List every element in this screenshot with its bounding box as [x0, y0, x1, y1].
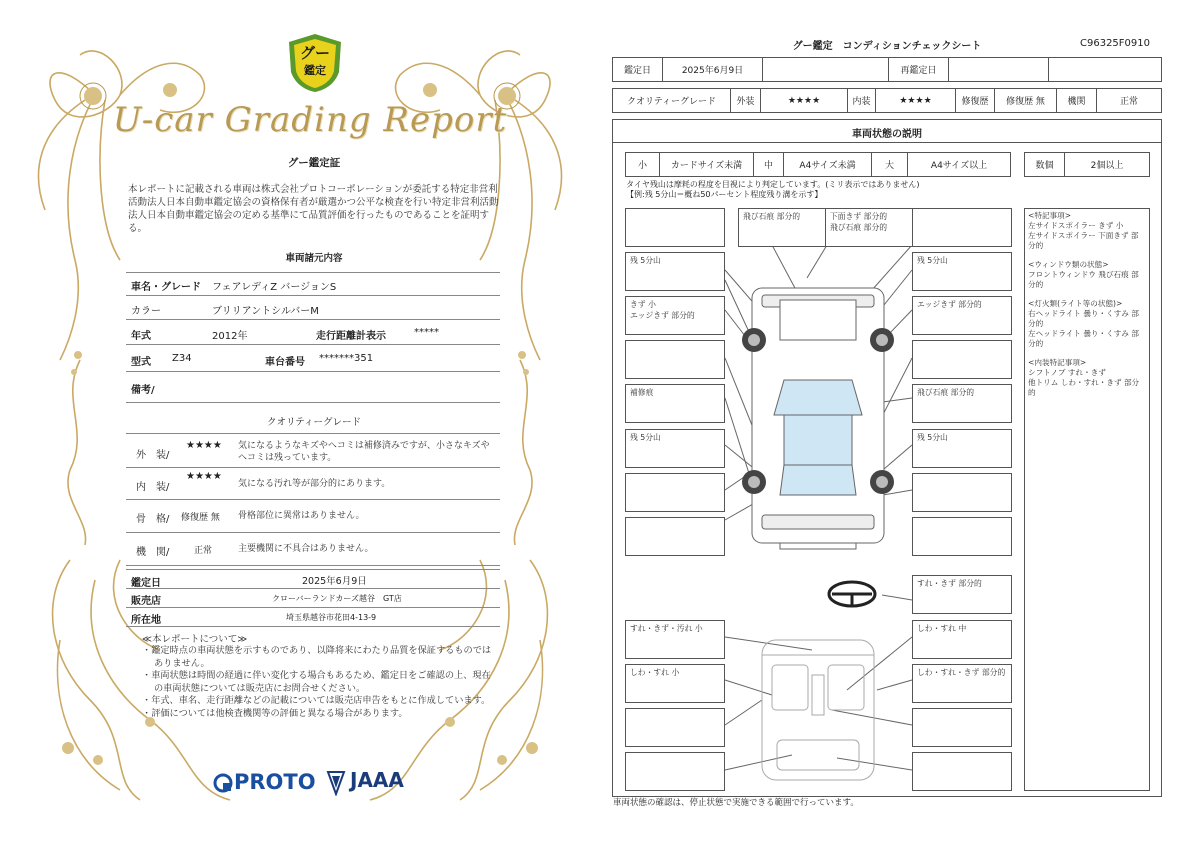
light-title: <灯火類(ライト等の状態)> — [1028, 299, 1123, 308]
certificate-intro: 本レポートに記載される車両は株式会社プロトコーポレーションが委託する特定非営利活動法人日本自動車鑑定協会の資格保有者が厳選かつ公平な検査を行い特定非営利活動法人日本自動車鑑定協会の定める基準にて品質評価を行ったものであることを証明する。 — [128, 184, 499, 234]
exterior-stars: ★★★★ — [186, 440, 222, 451]
interior-text: 気になる汚れ等が部分的にあります。 — [238, 479, 391, 489]
damage-box-interior-right-3 — [912, 708, 1012, 747]
certificate-heading: グー鑑定証 — [287, 157, 341, 169]
year-label: 年式 — [131, 331, 151, 342]
color-value: ブリリアントシルバーM — [212, 306, 319, 317]
damage-box-left-2: きず 小 エッジきず 部分的 — [625, 296, 725, 335]
light-item: 左ヘッドライト 曇り・くすみ 部分的 — [1028, 329, 1139, 348]
redate-value — [949, 58, 1049, 81]
damage-box-left-1: 残 5分山 — [625, 252, 725, 291]
size-legend-table — [625, 152, 1011, 177]
engine-value: 正常 — [194, 546, 213, 556]
exterior-label: 外装 — [731, 89, 761, 112]
damage-box-right-5: 残 5分山 — [912, 429, 1012, 468]
size-large-desc: A4サイズ以上 — [930, 161, 988, 171]
spec-row-color — [126, 296, 500, 320]
damage-box-right-7 — [912, 517, 1012, 556]
exterior-label: 外 装/ — [136, 450, 170, 461]
chassis-value: *******351 — [319, 353, 374, 364]
engine-text: 主要機関に不具合はありません。 — [238, 544, 374, 554]
name-label: 車名・グレード — [131, 282, 201, 293]
sheet-code: C96325F0910 — [1080, 38, 1150, 49]
grade-table — [612, 88, 1162, 113]
proto-logo-icon — [213, 773, 233, 793]
spec-row-year — [126, 320, 500, 345]
goo-emblem-logo — [285, 32, 345, 94]
interior-label: 内 装/ — [136, 482, 170, 493]
damage-box-right-1: 残 5分山 — [912, 252, 1012, 291]
damage-box-interior-right-4 — [912, 752, 1012, 791]
mileage-value: ***** — [414, 327, 439, 338]
remarks-label: 備考/ — [131, 385, 155, 396]
count-label: 数個 — [1025, 153, 1065, 176]
notice-item: ・ 鑑定時点の車両状態を示すものであり、以降将来にわたり品質を保証するものではありません。 — [142, 645, 498, 670]
damage-box-left-4: 補修痕 — [625, 384, 725, 423]
redate-label: 再鑑定日 — [889, 58, 949, 81]
damage-box-left-6 — [625, 473, 725, 512]
size-large: 大 — [872, 153, 908, 176]
engine-label: 機 関/ — [136, 547, 170, 558]
damage-box-top-2: 下面きず 部分的 飛び石痕 部分的 — [825, 208, 925, 247]
name-value: フェアレディZ バージョンS — [212, 282, 337, 293]
mileage-label: 走行距離計表示 — [316, 331, 386, 342]
frame-text: 骨格部位に異常はありません。 — [238, 511, 365, 521]
model-label: 型式 — [131, 357, 151, 368]
damage-box-top-left-blank — [625, 208, 725, 247]
damage-box-steering: すれ・きず 部分的 — [912, 575, 1012, 614]
damage-box-interior-left-1: すれ・きず・汚れ 小 — [625, 620, 725, 659]
special-item: 左サイドスポイラー 下面きず 部分的 — [1028, 231, 1139, 250]
dealer-row-shop — [126, 589, 500, 608]
tire-note — [626, 180, 919, 200]
interior-item: 他トリム しわ・すれ・きず 部分的 — [1028, 378, 1140, 397]
damage-box-left-5: 残 5分山 — [625, 429, 725, 468]
spec-row-remarks — [126, 372, 500, 403]
steering-wheel-icon — [829, 582, 875, 606]
tire-note-line2: 【例:残 5分山＝概ね50パーセント程度残り溝を示す】 — [626, 190, 823, 199]
count-legend-table — [1024, 152, 1150, 177]
redate-blank — [1049, 58, 1161, 81]
notice-list — [142, 645, 498, 720]
damage-box-interior-left-4 — [625, 752, 725, 791]
size-medium-desc: A4サイズ未満 — [784, 153, 872, 176]
interior-value: ★★★★ — [876, 89, 956, 112]
date-table — [612, 57, 1162, 82]
date-value: 2025年6月9日 — [663, 58, 763, 81]
proto-logo: PROTO — [234, 770, 316, 794]
date-label: 鑑定日 — [131, 578, 161, 589]
dealer-row-address — [126, 608, 500, 627]
size-small: 小 — [626, 153, 660, 176]
damage-box-interior-left-3 — [625, 708, 725, 747]
model-value: Z34 — [172, 353, 192, 364]
quality-label: クオリティーグレード — [613, 89, 731, 112]
tire-note-line1: タイヤ残山は摩耗の程度を目視により判定しています。(ミリ表示ではありません) — [626, 180, 920, 189]
quality-heading: クオリティーグレード — [266, 417, 362, 428]
damage-box-right-6 — [912, 473, 1012, 512]
frame-label: 骨 格/ — [136, 514, 170, 525]
exterior-value: ★★★★ — [761, 89, 848, 112]
exterior-text: 気になるようなキズやヘコミは補修済みですが、小さなキズやヘコミは残っています。 — [238, 441, 490, 463]
interior-stars: ★★★★ — [186, 471, 222, 482]
sheet-title: グー鑑定 コンディションチェックシート — [792, 41, 982, 52]
notice-title: ≪本レポートについて≫ — [142, 634, 248, 645]
footer-note: 車両状態の確認は、停止状態で実施できる範囲で行っています。 — [613, 798, 859, 808]
damage-box-right-4: 飛び石痕 部分的 — [912, 384, 1012, 423]
damage-box-right-3 — [912, 340, 1012, 379]
address-label: 所在地 — [131, 615, 161, 626]
date-label: 鑑定日 — [613, 58, 663, 81]
chassis-label: 車台番号 — [265, 357, 305, 368]
damage-box-left-3 — [625, 340, 725, 379]
damage-box-interior-right-1: しわ・すれ 中 — [912, 620, 1012, 659]
emblem-line1: グー — [299, 44, 330, 62]
special-title: <特記事項> — [1028, 211, 1072, 220]
interior-item: シフトノブ すれ・きず — [1028, 368, 1106, 377]
size-medium: 中 — [754, 153, 784, 176]
notice-item: ・ 評価については他検査機関等の評価と異なる場合があります。 — [142, 708, 498, 721]
window-item: フロントウィンドウ 飛び石痕 部分的 — [1028, 270, 1139, 289]
special-item: 左サイドスポイラー きず 小 — [1028, 221, 1124, 230]
engine-value: 正常 — [1119, 97, 1138, 107]
notes-panel — [1024, 208, 1150, 791]
damage-box-top-right-blank — [912, 208, 1012, 247]
jaaa-logo: JAAA — [350, 768, 404, 792]
desc-title: 車両状態の説明 — [852, 129, 922, 140]
window-title: <ウィンドウ類の状態> — [1028, 260, 1109, 269]
jaaa-logo-icon — [326, 768, 346, 796]
frame-value: 修復歴 無 — [181, 513, 220, 523]
damage-box-interior-left-2: しわ・すれ 小 — [625, 664, 725, 703]
size-small-desc: カードサイズ未満 — [660, 153, 754, 176]
spec-row-model — [126, 345, 500, 372]
interior-label: 内装 — [848, 89, 876, 112]
emblem-line2: 鑑定 — [304, 64, 326, 77]
address-value: 埼玉県越谷市花田4-13-9 — [286, 613, 377, 622]
count-desc: 2個以上 — [1090, 161, 1124, 171]
date-blank — [763, 58, 889, 81]
light-item: 右ヘッドライト 曇り・くすみ 部分的 — [1028, 309, 1139, 328]
dealer-value: クローバーランドカーズ越谷 GT店 — [272, 594, 402, 603]
year-value: 2012年 — [212, 331, 248, 342]
damage-box-interior-right-2: しわ・すれ・きず 部分的 — [912, 664, 1012, 703]
damage-box-left-7 — [625, 517, 725, 556]
report-title: U-car Grading Report — [112, 100, 508, 140]
repair-value: 修復歴 無 — [995, 89, 1057, 112]
dealer-label: 販売店 — [131, 596, 161, 607]
color-label: カラー — [131, 306, 161, 317]
specs-heading: 車両諸元内容 — [285, 253, 343, 264]
date-value: 2025年6月9日 — [302, 576, 367, 587]
damage-box-right-2: エッジきず 部分的 — [912, 296, 1012, 335]
spec-row-name — [126, 272, 500, 296]
repair-label: 修復歴 — [956, 89, 995, 112]
damage-box-top-1: 飛び石痕 部分的 — [738, 208, 838, 247]
dealer-row-date — [126, 569, 500, 589]
interior-title: <内装特記事項> — [1028, 358, 1087, 367]
engine-label: 機関 — [1057, 89, 1097, 112]
notice-item: ・ 車両状態は時間の経過に伴い変化する場合もあるため、鑑定日をご確認の上、現在の車両状態については販売店にお問合せください。 — [142, 670, 498, 695]
notice-item: ・ 年式、車名、走行距離などの記載については販売店申告をもとに作成しています。 — [142, 695, 498, 708]
